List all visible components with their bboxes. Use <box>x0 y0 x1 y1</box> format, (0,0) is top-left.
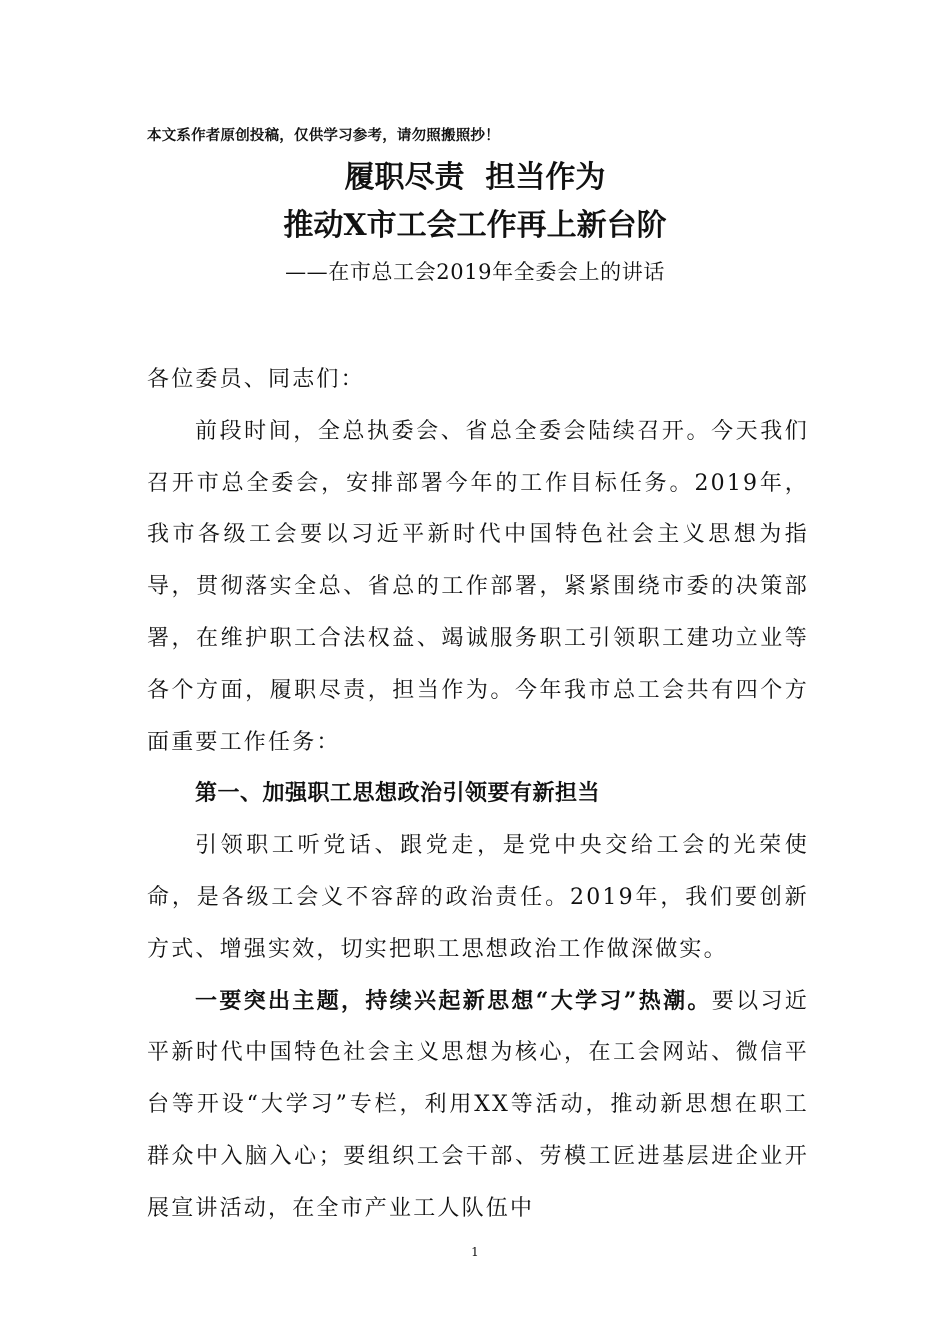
page-number: 1 <box>471 1245 479 1259</box>
copyright-notice: 本文系作者原创投稿，仅供学习参考，请勿照搬照抄！ <box>147 127 500 144</box>
paragraph-section-1: 引领职工听党话、跟党走，是党中央交给工会的光荣使命，是各级工会义不容辞的政治责任。2019年，我们要创新方式、增强实效，切实把职工思想政治工作做深做实。 <box>147 833 809 962</box>
paragraph-intro: 前段时间，全总执委会、省总全委会陆续召开。今天我们召开市总全委会，安排部署今年的工作目标任务。2019年，我市各级工会要以习近平新时代中国特色社会主义思想为指导，贯彻落实全总、省总的工作部署，紧紧围绕市委的决策部署，在维护职工合法权益、竭诚服务职工引领职工建功立业等各个方面，履职尽责，担当作为。今年我市总工会共有四个方面重要工作任务： <box>147 418 809 755</box>
subtitle: ——在市总工会2019年全委会上的讲话 <box>285 260 665 284</box>
document-body <box>147 354 809 1235</box>
title-line-1: 履职尽责 担当作为 <box>344 160 606 195</box>
title-line-2: 推动X市工会工作再上新台阶 <box>283 208 667 243</box>
section-heading-1: 第一、加强职工思想政治引领要有新担当 <box>195 781 601 807</box>
paragraph-item-1 <box>147 976 809 1235</box>
item-1-text: 要以习近平新时代中国特色社会主义思想为核心，在工会网站、微信平台等开设“大学习”专栏，利用XX等活动，推动新思想在职工群众中入脑入心；要组织工会干部、劳模工匠进基层进企业开展宣讲活动，在全市产业工人队伍中 <box>147 988 809 1221</box>
salutation: 各位委员、同志们： <box>147 367 365 392</box>
item-1-lead: 一要突出主题，持续兴起新思想“大学习”热潮。 <box>195 987 712 1014</box>
